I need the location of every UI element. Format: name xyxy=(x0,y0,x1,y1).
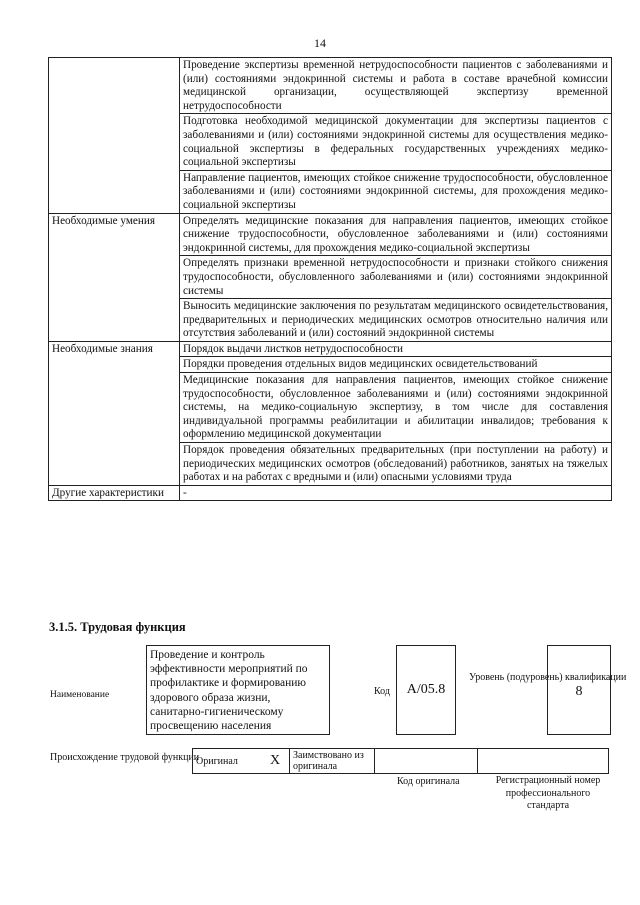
row-item: Порядок проведения обязательных предварительных (при поступлении на работу) и периодических медицинских осмотров (обследований) работников, занятых на тяжелых работах и на работах с вредными и (или) опасными условиями труда xyxy=(180,443,612,486)
table-row xyxy=(49,58,612,114)
row-label: Необходимые умения xyxy=(49,213,180,341)
row-item: Определять признаки временной нетрудоспособности и признаки стойкого снижения трудоспособности, обусловленного заболеваниями и (или) состояниями эндокринной системы xyxy=(180,256,612,299)
row-item: Выносить медицинские заключения по результатам медицинского освидетельствования, предварительных и периодических медицинских осмотров относительно наличия или отсутствия заболеваний и (или) состояний эндокринной системы xyxy=(180,299,612,342)
row-item: Направление пациентов, имеющих стойкое снижение трудоспособности, обусловленное заболеваниями и (или) состояниями эндокринной системы, для прохождения медико-социальной экспертизы xyxy=(180,170,612,213)
original-code-cell xyxy=(375,749,478,774)
origin-table xyxy=(192,748,609,774)
level-label: Уровень (подуровень) квалификации xyxy=(469,672,627,683)
section-title: 3.1.5. Трудовая функция xyxy=(49,620,186,634)
row-label: Необходимые знания xyxy=(49,341,180,485)
page-number: 14 xyxy=(314,36,326,50)
row-item: Проведение экспертизы временной нетрудоспособности пациентов с заболеваниями и (или) состояниями эндокринной системы и работа в составе врачебной комиссии медицинской организации, осуществляющей экспертизу временной нетрудоспособности xyxy=(180,58,612,114)
row-item: Определять медицинские показания для направления пациентов, имеющих стойкое снижение трудоспособности, обусловленное заболеваниями и (или) состояниями эндокринной системы, для прохождения медико-социальной экспертизы xyxy=(180,213,612,256)
table-row xyxy=(49,213,612,256)
name-label: Наименование xyxy=(50,690,110,700)
row-item: - xyxy=(180,485,612,501)
registration-number-caption: Регистрационный номер профессионального стандарта xyxy=(495,775,601,811)
competence-table xyxy=(48,57,612,501)
table-row xyxy=(49,485,612,501)
row-label: Другие характеристики xyxy=(49,485,180,501)
row-item: Порядок выдачи листков нетрудоспособности xyxy=(180,341,612,357)
row-item: Порядки проведения отдельных видов медицинских освидетельствований xyxy=(180,357,612,373)
row-item: Подготовка необходимой медицинской документации для экспертизы пациентов с заболеваниями и (или) состояниями эндокринной системы для осуществления медико-социальной экспертизы в федеральных государственных учреждениях медико-социальной экспертизы xyxy=(180,114,612,170)
original-cell: Оригинал xyxy=(193,749,262,774)
function-name-box: Проведение и контроль эффективности мероприятий по профилактике и формированию здорового образа жизни, санитарно-гигиеническому просвещению населения xyxy=(146,645,330,735)
table-row xyxy=(49,341,612,357)
original-mark: X xyxy=(261,749,290,774)
borrowed-cell: Заимствовано из оригинала xyxy=(290,749,375,774)
function-code-box: A/05.8 xyxy=(396,645,456,735)
original-code-caption: Код оригинала xyxy=(397,776,460,787)
row-item: Медицинские показания для направления пациентов, имеющих стойкое снижение трудоспособности, обусловленное заболеваниями и (или) состояниями эндокринной системы, на медико-социальную экспертизу, в том числе для составления индивидуальной программы реабилитации и абилитации инвалидов; требования к оформлению медицинской документации xyxy=(180,373,612,443)
qualification-level-box: 8 xyxy=(547,645,611,735)
row-label xyxy=(49,58,180,214)
code-label: Код xyxy=(374,686,390,697)
origin-label: Происхождение трудовой функции xyxy=(50,752,200,763)
competence-table-body xyxy=(49,58,612,501)
registration-number-cell xyxy=(478,749,609,774)
